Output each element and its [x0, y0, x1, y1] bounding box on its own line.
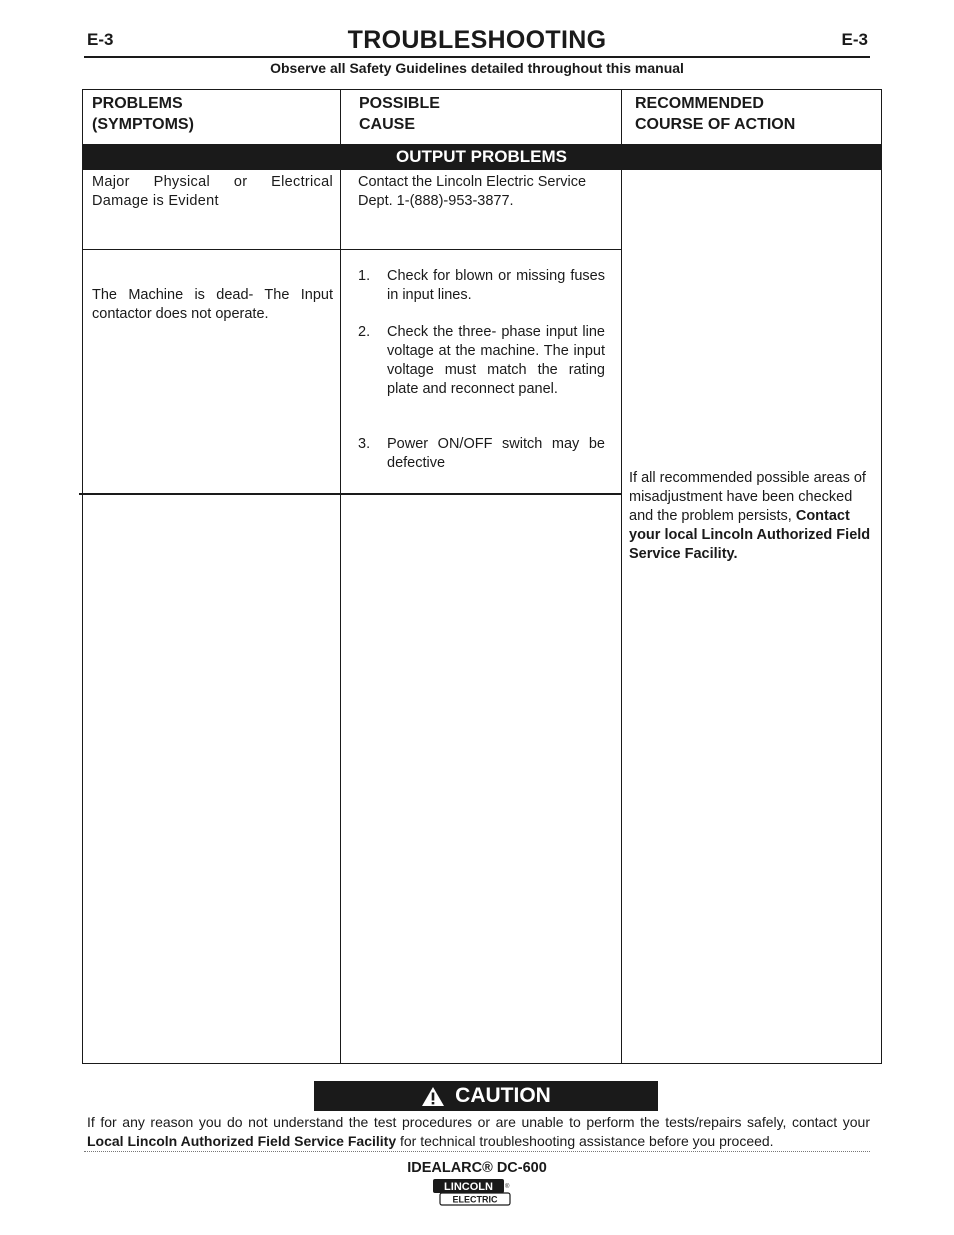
header-cause-line2: CAUSE — [359, 116, 416, 133]
header-action-line2: COURSE OF ACTION — [635, 116, 796, 133]
step-text: Check for blown or missing fuses in input lines. — [387, 268, 605, 303]
warning-triangle-icon — [421, 1086, 445, 1107]
caution-text-start: If for any reason you do not understand the test procedures or are unable to perform the tests/repairs safely, contact your — [87, 1114, 870, 1130]
model-name: IDEALARC® DC-600 — [407, 1160, 547, 1176]
row2-problem: The Machine is dead- The Input contactor does not operate. — [92, 287, 333, 322]
action-contact: Contact your local Lincoln Authorized Field Service Facility. — [629, 508, 871, 562]
caution-label: CAUTION — [455, 1084, 551, 1107]
logo-bottom-text: ELECTRIC — [452, 1194, 498, 1205]
footer-rule — [84, 1151, 870, 1152]
title-rule — [84, 56, 870, 58]
column-divider-1 — [340, 89, 341, 1063]
logo-top-text: LINCOLN — [444, 1181, 493, 1193]
header-action — [635, 93, 795, 135]
step-number: 3. — [358, 436, 371, 452]
header-action-line1: RECOMMENDED — [635, 95, 764, 112]
lincoln-electric-logo — [432, 1178, 512, 1208]
cause-step-1 — [358, 267, 605, 305]
logo-registered-mark: ® — [505, 1184, 510, 1190]
page-code-left: E-3 — [87, 30, 114, 49]
section-title: OUTPUT PROBLEMS — [396, 147, 567, 166]
recommended-action — [629, 469, 879, 564]
caution-text — [87, 1113, 870, 1151]
step-text: Power ON/OFF switch may be defective — [387, 436, 605, 471]
header-problems-line1: PROBLEMS — [92, 95, 183, 112]
row1-problem: Major Physical or Electrical Damage is Evident — [92, 174, 333, 209]
column-divider-2 — [621, 89, 622, 1063]
row-divider-2 — [79, 493, 622, 495]
cause-step-3 — [358, 435, 605, 473]
step-text: Check the three- phase input line voltage at the machine. The input voltage must match the rating plate and reconnect panel. — [387, 324, 605, 397]
row1-cause: Contact the Lincoln Electric Service Dept. 1-(888)-953-3877. — [358, 174, 587, 209]
step-number: 1. — [358, 268, 371, 284]
header-problems-line2: (SYMPTOMS) — [92, 116, 194, 133]
page-code-right: E-3 — [841, 30, 868, 49]
troubleshooting-table — [82, 89, 882, 1064]
row-divider-1 — [83, 249, 622, 250]
caution-banner — [314, 1081, 658, 1111]
action-text: If all recommended possible areas of misadjustment have been checked and the problem persists, — [629, 470, 866, 524]
caution-text-bold: Local Lincoln Authorized Field Service Facility — [87, 1133, 397, 1149]
step-number: 2. — [358, 324, 371, 340]
header-cause-line1: POSSIBLE — [359, 95, 440, 112]
caution-text-end: for technical troubleshooting assistance before you proceed. — [400, 1133, 774, 1149]
header-cause — [359, 93, 440, 135]
safety-note: Observe all Safety Guidelines detailed throughout this manual — [270, 60, 684, 76]
page-title: TROUBLESHOOTING — [347, 26, 607, 54]
cause-step-2 — [358, 323, 605, 399]
header-problems — [92, 93, 194, 135]
